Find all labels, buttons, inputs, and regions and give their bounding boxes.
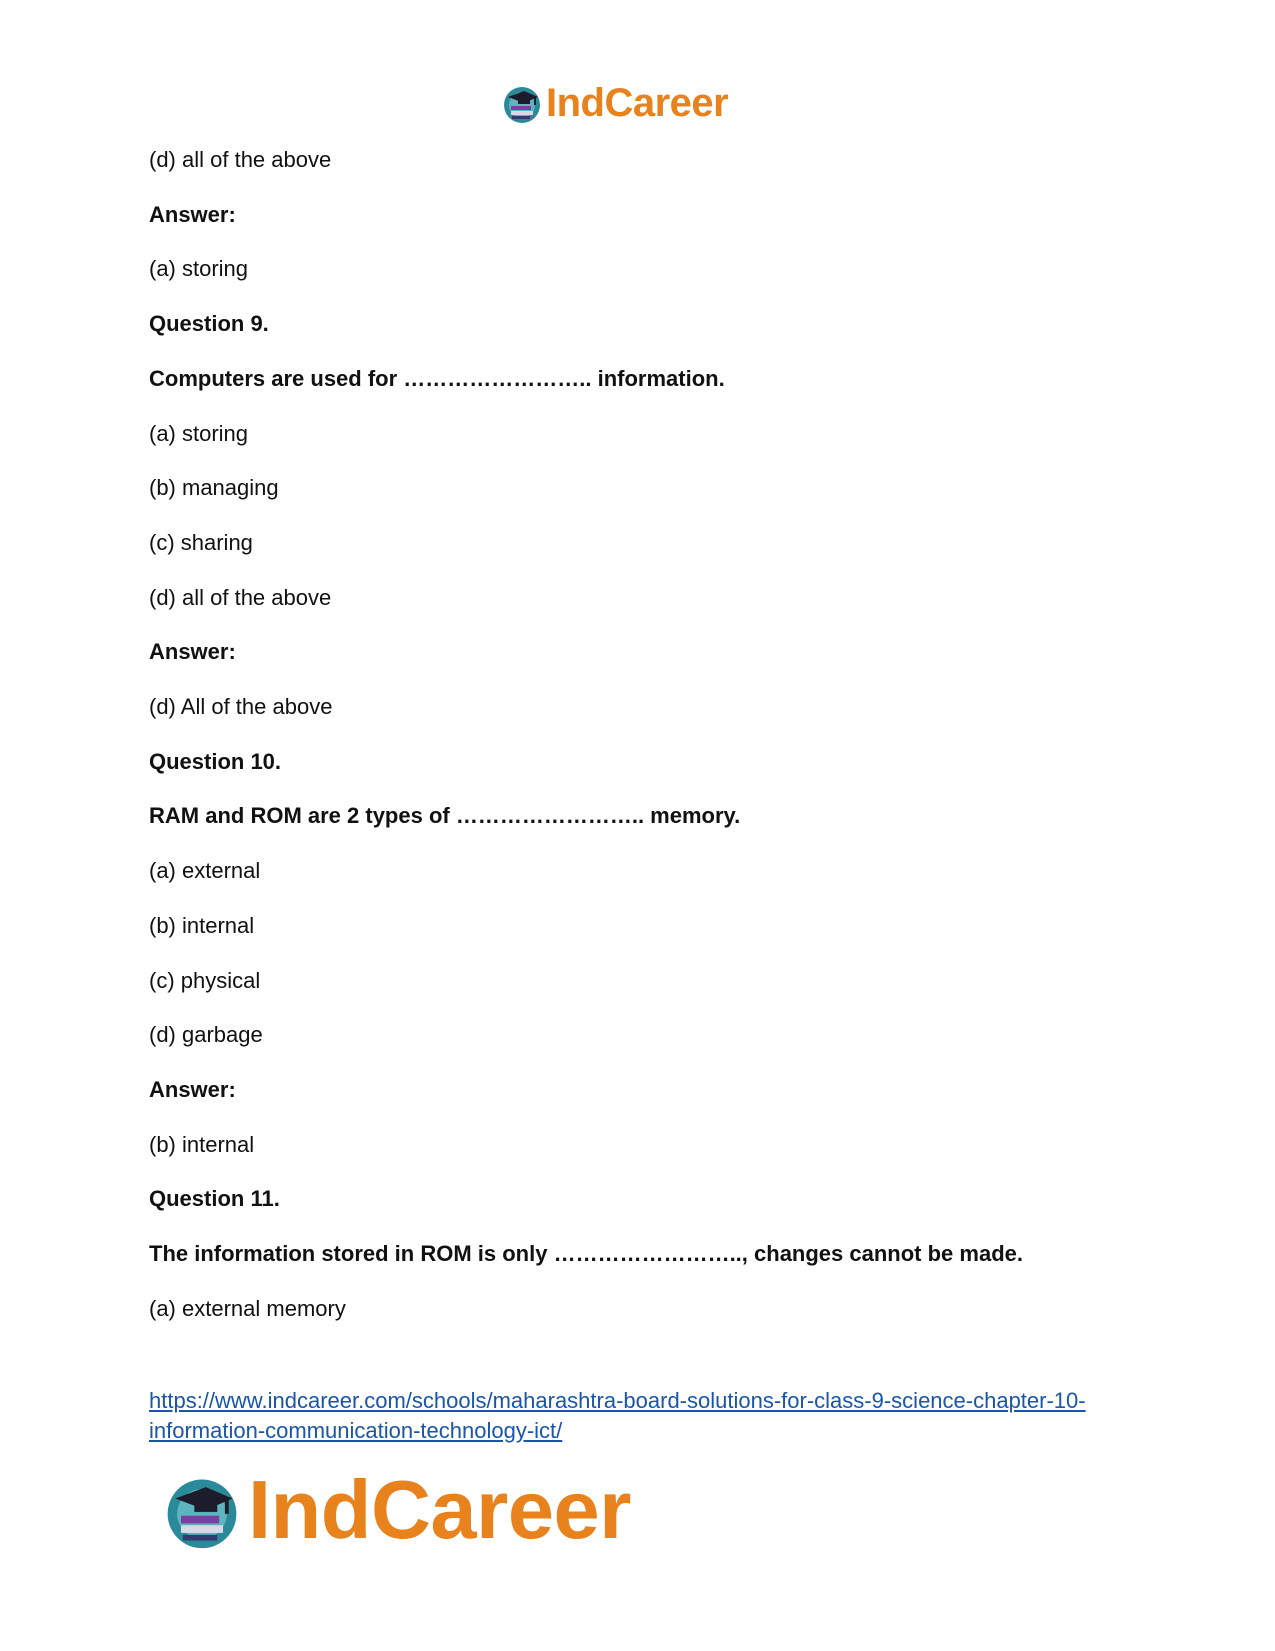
logo-wordmark: IndCareer xyxy=(546,80,729,125)
globe-graduation-cap-icon xyxy=(160,1468,244,1552)
option-text: (b) internal xyxy=(149,913,255,938)
logo-wordmark: IndCareer xyxy=(248,1462,631,1556)
option-text: (d) All of the above xyxy=(149,694,333,719)
question-text: The information stored in ROM is only …………………….., changes cannot be made. xyxy=(149,1241,1023,1266)
header-logo xyxy=(500,78,770,128)
option-text: (b) internal xyxy=(149,1132,255,1157)
footer-logo xyxy=(160,1462,700,1557)
source-link[interactable]: https://www.indcareer.com/schools/maharashtra-board-solutions-for-class-9-science-chapter-10-information-communication-technology-ict/ xyxy=(149,1388,1086,1443)
question-heading: Question 11. xyxy=(149,1186,280,1211)
answer-label: Answer: xyxy=(149,639,236,664)
globe-graduation-cap-icon xyxy=(500,81,544,125)
answer-label: Answer: xyxy=(149,202,236,227)
answer-label: Answer: xyxy=(149,1077,236,1102)
option-text: (b) managing xyxy=(149,475,279,500)
option-text: (d) garbage xyxy=(149,1022,263,1047)
option-text: (a) storing xyxy=(149,421,249,446)
option-text: (a) storing xyxy=(149,256,249,281)
question-heading: Question 10. xyxy=(149,749,282,774)
option-text: (c) physical xyxy=(149,968,261,993)
question-text: RAM and ROM are 2 types of …………………….. memory. xyxy=(149,803,741,828)
option-text: (d) all of the above xyxy=(149,585,332,610)
question-heading: Question 9. xyxy=(149,311,269,336)
option-text: (a) external xyxy=(149,858,261,883)
question-text: Computers are used for …………………….. information. xyxy=(149,366,725,391)
option-text: (d) all of the above xyxy=(149,147,332,172)
option-text: (a) external memory xyxy=(149,1296,346,1321)
option-text: (c) sharing xyxy=(149,530,253,555)
